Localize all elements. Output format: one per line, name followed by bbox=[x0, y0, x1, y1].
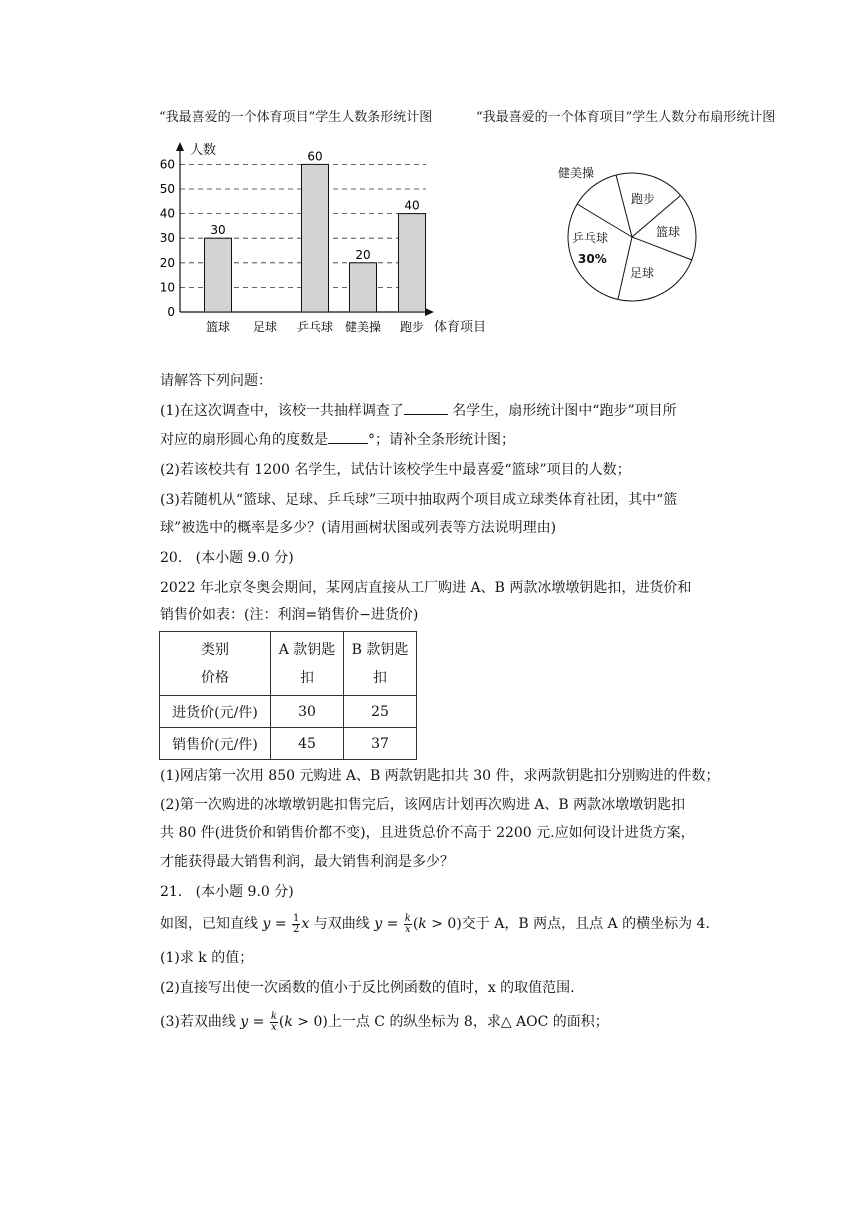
table-header-a: A 款钥匙 扣 bbox=[271, 632, 344, 696]
q21-stem: 如图，已知直线 y = $\frac{1}{2}$ x 与双曲线 y = $\frac{k}{x}$ (k > 0)交于 A，B 两点，且点 A 的横坐标为 4. bbox=[160, 912, 710, 935]
answer-blank bbox=[404, 402, 448, 415]
x-category-label: 篮球 bbox=[205, 320, 231, 334]
q21-part3: (3)若双曲线 y = $\frac{k}{x}$ (k > 0)上一点 C 的纵坐标为 8，求△ AOC 的面积； bbox=[160, 1010, 609, 1033]
x-category-label: 足球 bbox=[252, 320, 278, 334]
pie-label-lanqiu: 篮球 bbox=[656, 225, 681, 239]
q19-part3-line2: 球”被选中的概率是多少？(请用画树状图或列表等方法说明理由) bbox=[160, 520, 557, 536]
q20-part2-line2: 共 80 件(进货价和销售价都不变)，且进货总价不高于 2200 元.应如何设计进货方案， bbox=[160, 825, 695, 841]
y-axis-arrow bbox=[176, 142, 184, 151]
price-table bbox=[159, 631, 417, 760]
pie-label-pingpang: 乒乓球 bbox=[572, 231, 609, 245]
bar-data-label: 30 bbox=[210, 223, 226, 238]
bar-chart bbox=[150, 138, 500, 340]
pie-chart bbox=[550, 160, 710, 310]
q19-intro: 请解答下列问题： bbox=[160, 373, 272, 389]
q19-part1-line1: (1)在这次调查中，该校一共抽样调查了 名学生，扇形统计图中“跑步”项目所 bbox=[160, 403, 677, 419]
q20-header: 20. (本小题 9.0 分) bbox=[160, 550, 294, 566]
pie-label-jianmeicao: 健美操 bbox=[558, 166, 595, 180]
bar-chart-caption: “我最喜爱的一个体育项目”学生人数条形统计图 bbox=[159, 110, 433, 125]
pie-chart-caption: “我最喜爱的一个体育项目”学生人数分布扇形统计图 bbox=[476, 110, 776, 125]
q21-part2: (2)直接写出使一次函数的值小于反比例函数的值时，x 的取值范围. bbox=[160, 980, 575, 996]
bar-data-label: 60 bbox=[307, 149, 323, 164]
bar-3 bbox=[350, 263, 377, 312]
y-tick-label: 40 bbox=[159, 206, 175, 221]
bar-0 bbox=[205, 238, 232, 312]
bar-2 bbox=[302, 164, 329, 312]
q20-stem-line2: 销售价如表：(注：利润=销售价−进货价) bbox=[160, 607, 419, 623]
q21-part1: (1)求 k 的值； bbox=[160, 950, 254, 966]
x-category-label: 跑步 bbox=[399, 320, 425, 334]
table-cell: 30 bbox=[271, 696, 344, 728]
q19-part1-line2: 对应的扇形圆心角的度数是 °；请补全条形统计图； bbox=[160, 432, 515, 448]
q21-header: 21. (本小题 9.0 分) bbox=[160, 884, 294, 900]
y-tick-label: 10 bbox=[159, 280, 175, 295]
q20-part2-line3: 才能获得最大销售利润，最大销售利润是多少？ bbox=[160, 854, 454, 870]
table-header-b: B 款钥匙 扣 bbox=[344, 632, 417, 696]
x-category-label: 健美操 bbox=[344, 320, 382, 334]
pie-label-zuqiu: 足球 bbox=[630, 266, 655, 280]
q19-part2: (2)若该校共有 1200 名学生，试估计该校学生中最喜爱“篮球”项目的人数； bbox=[160, 462, 631, 478]
answer-blank bbox=[328, 431, 368, 444]
q19-part3-line1: (3)若随机从“篮球、足球、乒乓球”三项中抽取两个项目成立球类体育社团，其中“篮 bbox=[160, 492, 678, 508]
q20-stem-line1: 2022 年北京冬奥会期间，某网店直接从工厂购进 A、B 两款冰墩墩钥匙扣，进货价和 bbox=[160, 580, 692, 596]
x-axis-arrow bbox=[425, 308, 434, 316]
x-category-label: 乒乓球 bbox=[296, 320, 334, 334]
q20-part2-line1: (2)第一次购进的冰墩墩钥匙扣售完后，该网店计划再次购进 A、B 两款冰墩墩钥匙扣 bbox=[160, 797, 686, 813]
table-row-label: 进货价(元/件) bbox=[160, 696, 271, 728]
y-tick-label: 60 bbox=[159, 157, 175, 172]
bar-data-label: 40 bbox=[404, 198, 420, 213]
table-header-corner: 类别 价格 bbox=[160, 632, 271, 696]
bar-data-label: 20 bbox=[355, 247, 371, 262]
pie-label-paobu: 跑步 bbox=[631, 192, 656, 206]
table-cell: 37 bbox=[344, 728, 417, 760]
x-axis-label: 体育项目 bbox=[434, 320, 487, 335]
y-tick-label: 50 bbox=[159, 182, 175, 196]
y-axis-label: 人数 bbox=[190, 143, 217, 158]
y-tick-label: 30 bbox=[159, 231, 175, 246]
y-tick-label: 20 bbox=[159, 255, 175, 270]
table-cell: 25 bbox=[344, 696, 417, 728]
bar-4 bbox=[399, 214, 426, 312]
y-tick-label: 0 bbox=[167, 305, 175, 319]
q20-part1: (1)网店第一次用 850 元购进 A、B 两款钥匙扣共 30 件，求两款钥匙扣分别购进的件数； bbox=[160, 768, 720, 784]
pie-percent-pingpang: 30% bbox=[578, 252, 607, 266]
table-cell: 45 bbox=[271, 728, 344, 760]
table-row-label: 销售价(元/件) bbox=[160, 728, 271, 760]
